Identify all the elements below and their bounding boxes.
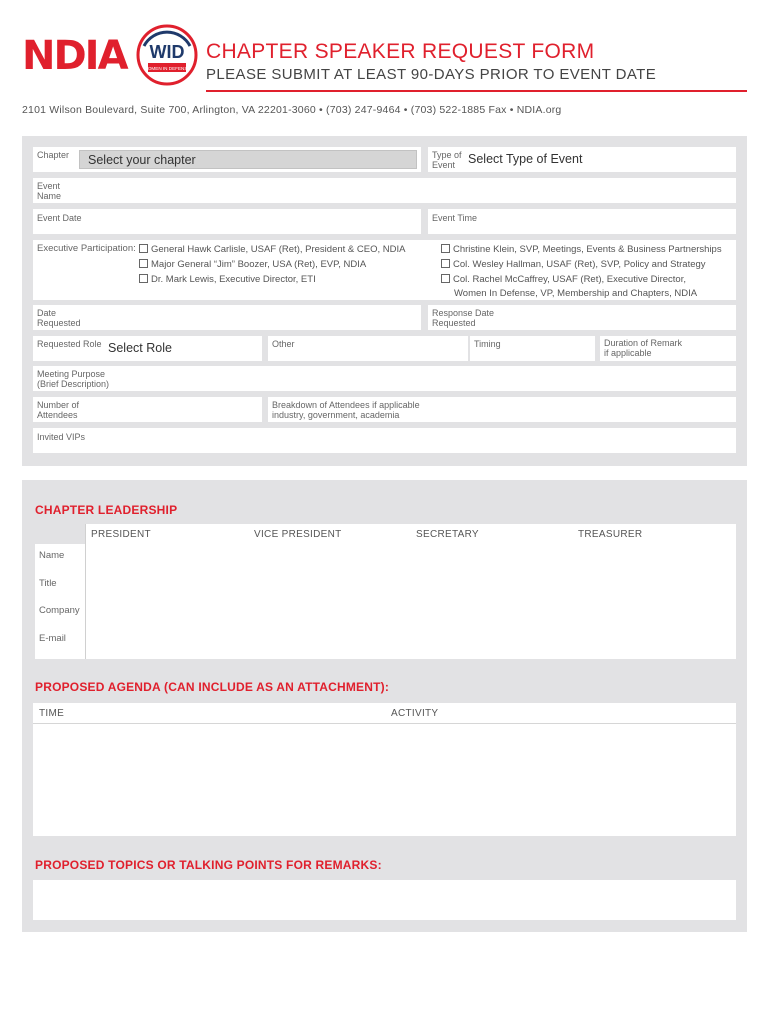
event-date-label: Event Date	[37, 213, 82, 223]
event-time-label: Event Time	[432, 213, 478, 223]
address-line: 2101 Wilson Boulevard, Suite 700, Arlington, VA 22201-3060 • (703) 247-9464 • (703) 522-1885 Fax • NDIA.org	[22, 104, 562, 116]
exec-option-carlisle[interactable]: General Hawk Carlisle, USAF (Ret), President & CEO, NDIA	[139, 244, 405, 255]
other-field[interactable]	[268, 336, 468, 361]
number-of-attendees-label: Number of Attendees	[37, 400, 80, 421]
response-date-field[interactable]	[428, 305, 736, 330]
col-vice-president: VICE PRESIDENT	[254, 529, 342, 540]
duration-field[interactable]	[600, 336, 736, 361]
row-company-label: Company	[39, 605, 80, 616]
response-date-label: Response Date Requested	[432, 308, 495, 329]
col-secretary: SECRETARY	[416, 529, 479, 540]
agenda-table[interactable]	[33, 703, 736, 836]
attendee-breakdown-field[interactable]	[268, 397, 736, 422]
event-type-field	[428, 147, 736, 172]
agenda-header-rule	[33, 723, 736, 724]
exec-option-boozer[interactable]: Major General “Jim” Boozer, USA (Ret), EVP, NDIA	[139, 259, 366, 270]
event-time-field[interactable]	[428, 209, 736, 234]
wid-logo-text: WID	[149, 42, 185, 62]
leadership-table-divider	[85, 524, 86, 659]
form-subtitle: PLEASE SUBMIT AT LEAST 90-DAYS PRIOR TO EVENT DATE	[206, 66, 657, 83]
attendee-breakdown-label: Breakdown of Attendees if applicable	[272, 400, 420, 410]
proposed-topics-title: PROPOSED TOPICS OR TALKING POINTS FOR REMARKS:	[35, 858, 382, 872]
exec-option-mccaffrey-cont: Women In Defense, VP, Membership and Chapters, NDIA	[454, 288, 698, 299]
number-of-attendees-field[interactable]	[33, 397, 262, 422]
meeting-purpose-sublabel: (Brief Description)	[37, 379, 110, 389]
row-title-label: Title	[39, 578, 57, 589]
meeting-purpose-label: Meeting Purpose	[37, 369, 106, 379]
topics-field[interactable]	[33, 880, 736, 920]
duration-label: Duration of Remark	[604, 338, 683, 348]
col-activity: ACTIVITY	[391, 708, 439, 719]
timing-field[interactable]	[470, 336, 595, 361]
exec-option-mccaffrey[interactable]: Col. Rachel McCaffrey, USAF (Ret), Executive Director,	[441, 274, 686, 285]
wid-logo-subtext: WOMEN IN DEFENSE	[143, 66, 191, 71]
checkbox-icon[interactable]	[139, 259, 148, 268]
duration-sublabel: if applicable	[604, 348, 652, 358]
executive-participation-label: Executive Participation:	[37, 243, 136, 254]
leadership-agenda-panel	[22, 480, 747, 932]
col-treasurer: TREASURER	[578, 529, 643, 540]
requested-role-field	[33, 336, 262, 361]
col-time: TIME	[39, 708, 65, 719]
checkbox-icon[interactable]	[139, 244, 148, 253]
row-name-label: Name	[39, 550, 65, 561]
checkbox-icon[interactable]	[441, 244, 450, 253]
exec-option-hallman[interactable]: Col. Wesley Hallman, USAF (Ret), SVP, Policy and Strategy	[441, 259, 706, 270]
requested-role-select[interactable]: Select Role	[108, 341, 172, 355]
col-president: PRESIDENT	[91, 529, 151, 540]
event-name-label: Event Name	[37, 181, 62, 202]
chapter-leadership-title: CHAPTER LEADERSHIP	[35, 503, 178, 517]
requested-role-label: Requested Role	[37, 339, 102, 349]
proposed-agenda-title: PROPOSED AGENDA (CAN INCLUDE AS AN ATTACHMENT):	[35, 680, 390, 694]
chapter-field	[33, 147, 421, 172]
date-requested-field[interactable]	[33, 305, 421, 330]
checkbox-icon[interactable]	[441, 274, 450, 283]
leadership-table	[35, 524, 736, 659]
invited-vips-label: Invited VIPs	[37, 432, 86, 442]
meeting-purpose-field[interactable]	[33, 366, 736, 391]
event-name-field[interactable]	[33, 178, 736, 203]
women-in-defense-logo	[136, 24, 198, 86]
header-rule	[206, 90, 747, 92]
chapter-select[interactable]: Select your chapter	[79, 150, 417, 169]
date-requested-label: Date Requested	[37, 308, 81, 329]
timing-label: Timing	[474, 339, 501, 349]
other-label: Other	[272, 339, 295, 349]
chapter-label: Chapter	[37, 150, 70, 160]
attendee-breakdown-sublabel: industry, government, academia	[272, 410, 400, 420]
event-date-field[interactable]	[33, 209, 421, 234]
executive-participation-field	[33, 240, 736, 300]
checkbox-icon[interactable]	[139, 274, 148, 283]
ndia-logo: NDIA	[22, 33, 127, 79]
leadership-table-corner	[35, 524, 85, 544]
checkbox-icon[interactable]	[441, 259, 450, 268]
invited-vips-field[interactable]	[33, 428, 736, 453]
form-title: CHAPTER SPEAKER REQUEST FORM	[206, 40, 595, 63]
row-email-label: E-mail	[39, 633, 66, 644]
event-type-label: Type of Event	[432, 150, 462, 171]
event-type-select[interactable]: Select Type of Event	[468, 152, 583, 166]
exec-option-klein[interactable]: Christine Klein, SVP, Meetings, Events & Business Partnerships	[441, 244, 722, 255]
request-details-panel	[22, 136, 747, 466]
exec-option-lewis[interactable]: Dr. Mark Lewis, Executive Director, ETI	[139, 274, 316, 285]
